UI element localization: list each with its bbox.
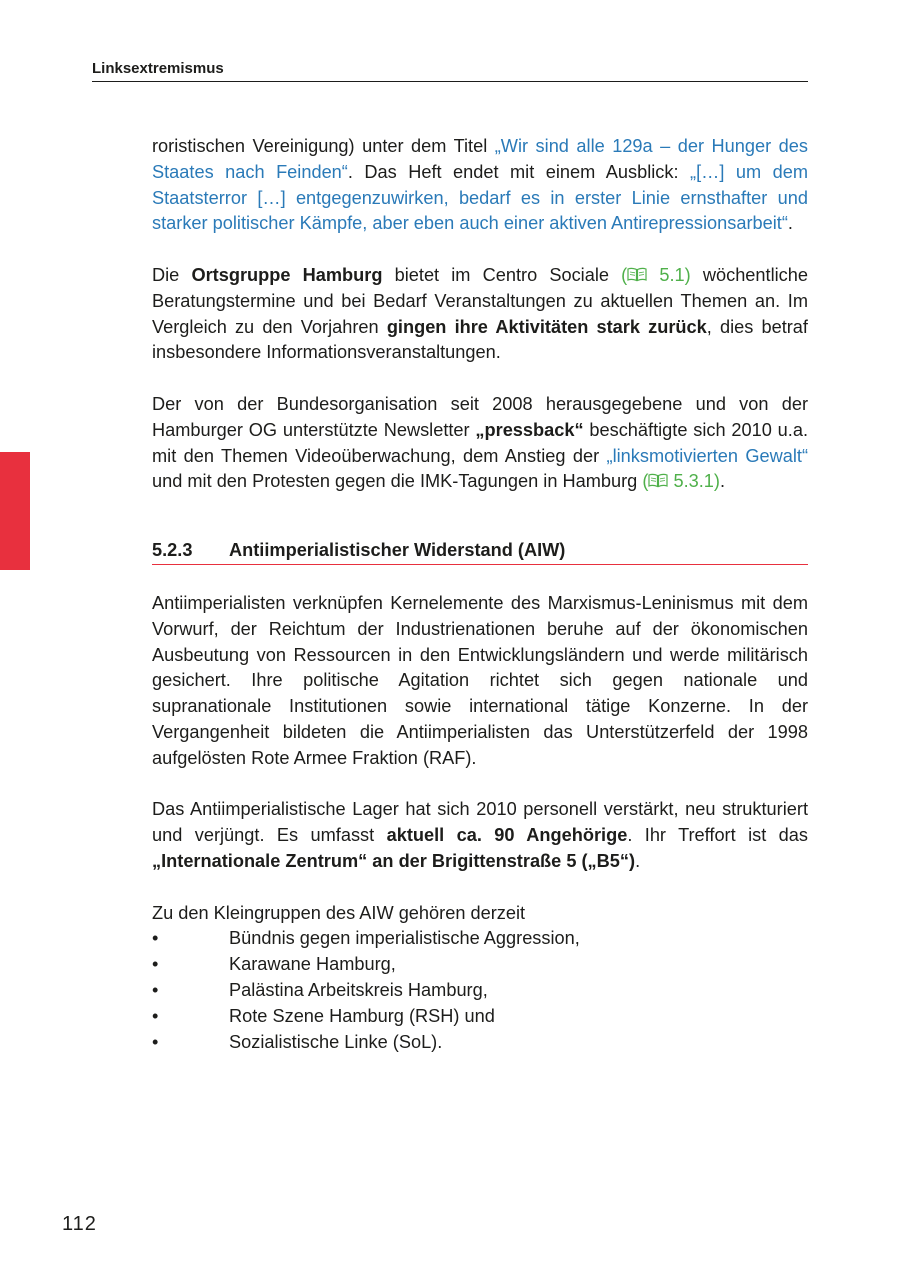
bold-term: Ortsgruppe Hamburg xyxy=(191,264,383,285)
quoted-title: „Wir sind alle 129a – der Hunger des Staates nach Feinden“ xyxy=(152,136,808,182)
paragraph-ortsgruppe xyxy=(152,263,808,366)
cross-reference-link[interactable] xyxy=(642,471,720,491)
text-run: bietet im Centro Sociale xyxy=(382,264,622,285)
paragraph-antiimperialisten: Antiimperialisten verknüpfen Kernelemente des Marxismus-Leninismus mit dem Vorwurf, der Reichtum der Industrienationen beruhe auf der ökonomischen Ausbeutung von Ressourcen in den Entwicklungsländern und werde militärisch gesichert. Ihre politische Agitation richtet sich gegen nationale und supranationale Institutionen sowie international tätige Konzerne. In der Vergangenheit bildeten die Antiimperialisten das Unterstützerfeld der 1998 aufgelösten Rote Armee Fraktion (RAF). xyxy=(152,592,808,768)
bullet: • xyxy=(152,954,159,975)
list-item-text: Sozialistische Linke (SoL). xyxy=(229,1031,443,1052)
list-item xyxy=(152,1030,808,1056)
text-run: . Ihr Treffort ist das xyxy=(627,825,808,846)
text-run: Der von der Bundesorganisation seit 2008 herausgegebene und von der Hamburger OG unterstützte Newsletter xyxy=(152,393,808,440)
section-title: Antiimperialistischer Widerstand (AIW) xyxy=(229,540,566,561)
section-heading xyxy=(152,538,808,565)
list-item-text: Karawane Hamburg, xyxy=(229,954,396,975)
glossary-link[interactable]: „linksmotivierten Gewalt“ xyxy=(606,445,808,466)
bullet: • xyxy=(152,979,159,1000)
text-run: und mit den Protesten gegen die IMK-Tagungen in Hamburg xyxy=(152,471,643,492)
list-item xyxy=(152,978,808,1004)
text-run: roristischen Vereinigung) unter dem Titel xyxy=(152,136,495,156)
section-number: 5.2.3 xyxy=(152,540,193,561)
text-run: wöchentliche Beratungstermine und bei Bedarf Veranstaltungen zu aktuellen Themen an. Im Vergleich zu den Vorjahren xyxy=(152,264,808,337)
ref-number: 5.3.1) xyxy=(668,471,720,492)
list-item xyxy=(152,1004,808,1030)
bullet: • xyxy=(152,1005,159,1026)
bullet: • xyxy=(152,1031,159,1052)
chapter-tab-marker xyxy=(0,452,30,570)
ref-paren: ( xyxy=(621,264,628,285)
list-item xyxy=(152,952,808,978)
ref-number: 5.1) xyxy=(647,264,691,285)
bullet: • xyxy=(152,928,159,949)
list-item-text: Palästina Arbeitskreis Hamburg, xyxy=(229,979,488,1000)
list-item xyxy=(152,926,808,952)
group-list xyxy=(152,926,808,1055)
text-run: . xyxy=(719,471,726,492)
text-run: Das Antiimperialistische Lager hat sich 2010 personell verstärkt, neu strukturiert und verjüngt. Es umfasst xyxy=(152,799,808,846)
text-run: . xyxy=(635,850,641,871)
text-run: . xyxy=(787,213,793,234)
list-item-text: Rote Szene Hamburg (RSH) und xyxy=(229,1005,495,1026)
paragraph-intro xyxy=(152,134,808,237)
cross-reference-link[interactable] xyxy=(621,265,691,285)
text-run: , dies betraf insbesondere Informationsveranstaltungen. xyxy=(152,316,808,363)
text-run: Die xyxy=(152,264,192,285)
book-icon xyxy=(648,473,668,488)
running-head: Linksextremismus xyxy=(92,60,808,82)
list-item-text: Bündnis gegen imperialistische Aggression, xyxy=(229,928,580,949)
quoted-outlook: „[…] um dem Staatsterror […] entgegenzuwirken, bedarf es in erster Linie ernsthafter und starker politischer Kämpfe, aber eben auch einer aktiven Antirepressionsarbeit“ xyxy=(152,161,808,234)
book-icon xyxy=(627,267,647,282)
page-number: 112 xyxy=(62,1213,97,1235)
bold-term: aktuell ca. 90 Angehörige xyxy=(386,825,628,846)
ref-paren: ( xyxy=(642,471,649,492)
paragraph-lager xyxy=(152,797,808,874)
bold-term: „Internationale Zentrum“ an der Brigittenstraße 5 („B5“) xyxy=(152,850,636,871)
bold-term: gingen ihre Aktivitäten stark zurück xyxy=(386,316,707,337)
list-intro: Zu den Kleingruppen des AIW gehören derzeit xyxy=(152,902,526,923)
paragraph-pressback xyxy=(152,392,808,495)
text-run: beschäftigte sich 2010 u.a. mit den Themen Videoüberwachung, dem Anstieg der xyxy=(152,419,808,466)
text-run: . Das Heft endet mit einem Ausblick: xyxy=(347,161,691,182)
bold-term: „pressback“ xyxy=(475,419,584,440)
body-text xyxy=(152,134,808,1055)
